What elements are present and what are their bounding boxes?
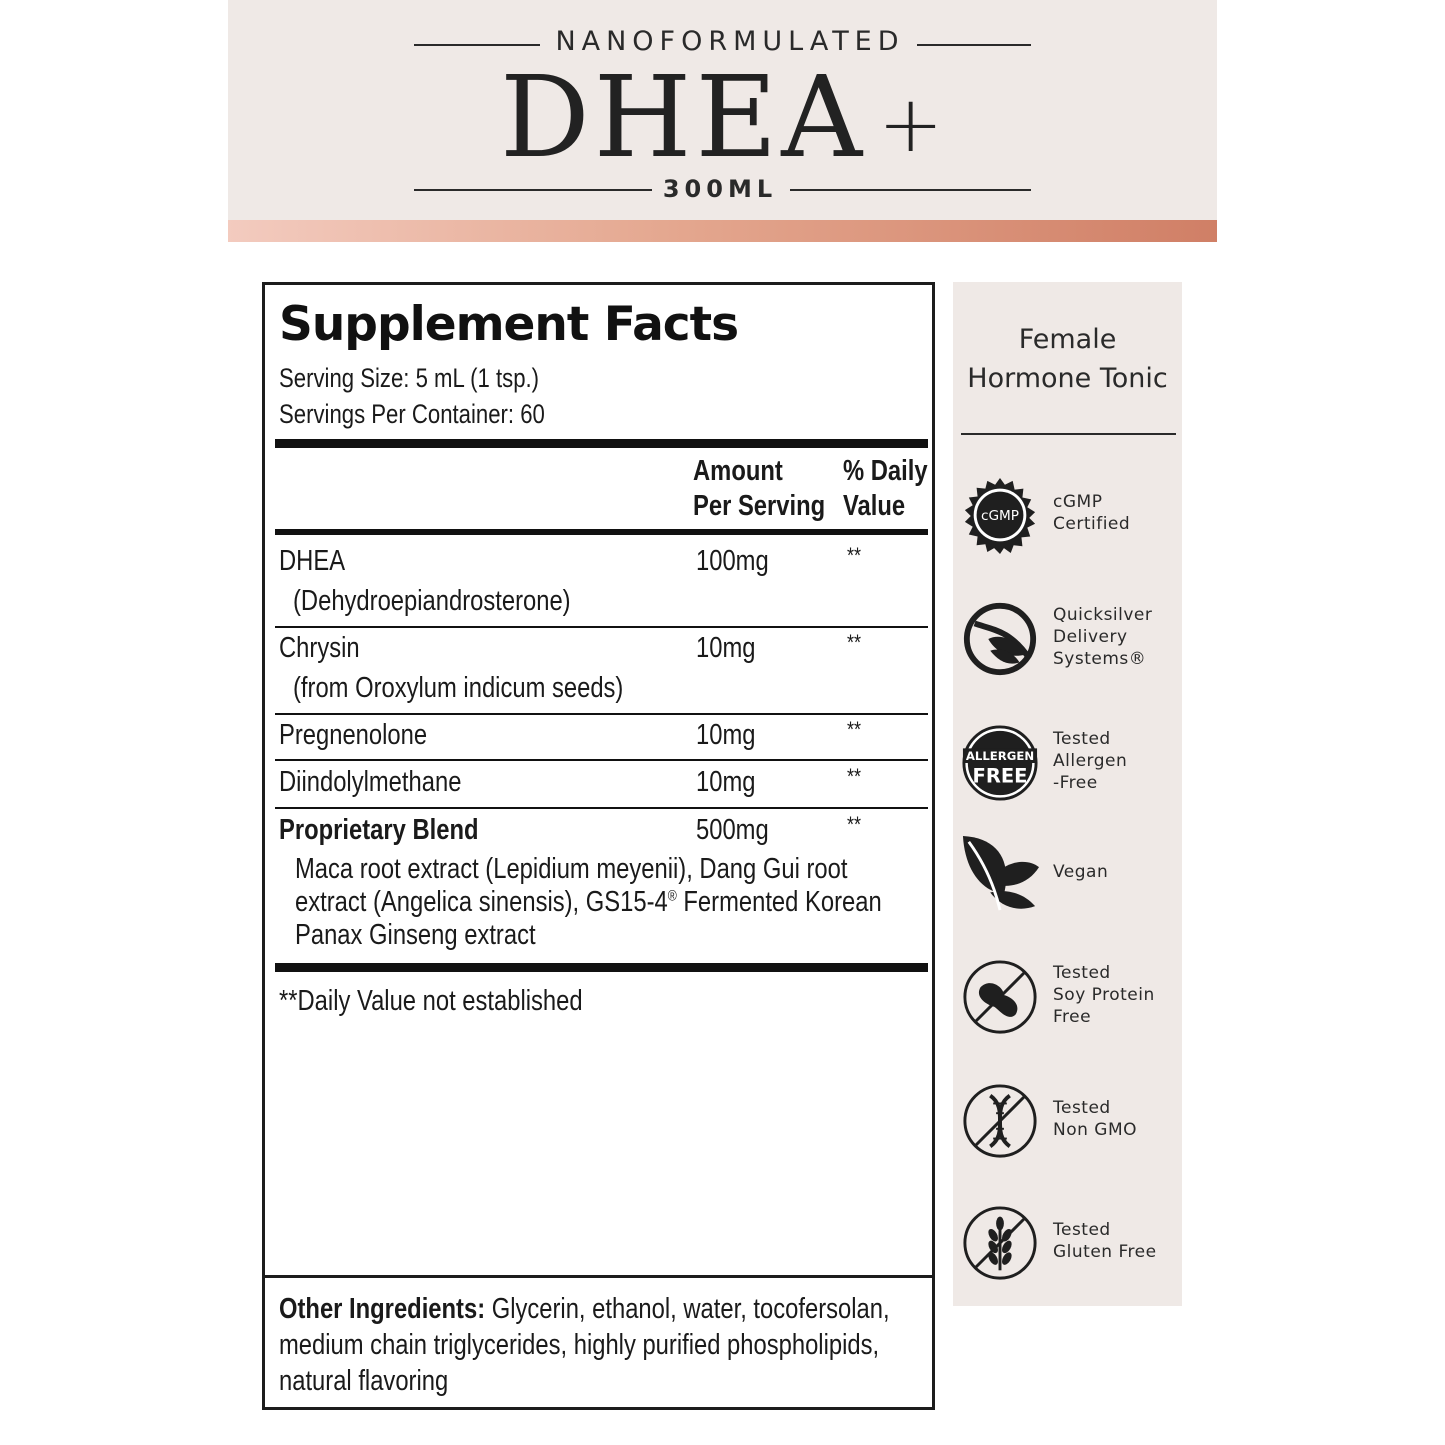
header-rule-left-bottom: [414, 189, 652, 191]
quicksilver-leaf-icon: [961, 600, 1039, 678]
blend-line-2: extract (Angelica sinensis), GS15-4® Fermented Korean: [295, 886, 882, 918]
badge-label: Vegan: [1053, 862, 1109, 882]
cgmp-seal-icon: [961, 476, 1039, 554]
sidebar-divider: [961, 433, 1176, 435]
badge-label: Tested Allergen -Free: [1053, 729, 1128, 793]
facts-header-divider: [275, 529, 928, 535]
ingredient-amount: 100mg: [696, 545, 769, 577]
product-volume: 300ML: [662, 175, 778, 203]
badge-vegan: [961, 834, 1181, 914]
allergen-free-icon: [961, 724, 1039, 802]
facts-thick-divider: [275, 439, 928, 448]
header-rule-left-top: [414, 44, 540, 46]
badge-allergen-free: [961, 724, 1181, 804]
badge-label: Quicksilver Delivery Systems®: [1053, 605, 1153, 669]
sidebar-heading: Female Hormone Tonic: [967, 324, 1168, 394]
col-dv-line2: Value: [843, 490, 906, 522]
ingredient-dv: **: [847, 764, 862, 789]
facts-bottom-divider: [275, 963, 928, 972]
badge-label: cGMP Certified: [1053, 492, 1131, 534]
ingredient-dv: **: [847, 717, 862, 742]
badge-soy-free: [961, 958, 1181, 1038]
serving-size: Serving Size: 5 mL (1 tsp.): [279, 363, 540, 393]
ingredient-name: Proprietary Blend: [279, 814, 479, 846]
header-rule-right-top: [917, 44, 1031, 46]
badge-non-gmo: [961, 1082, 1181, 1162]
header-rule-right-bottom: [790, 189, 1031, 191]
svg-text:cGMP: cGMP: [980, 507, 1020, 524]
row-divider: [275, 759, 928, 761]
other-ingredients: [279, 1291, 919, 1399]
svg-text:FREE: FREE: [972, 764, 1028, 788]
product-eyebrow: NANOFORMULATED: [555, 26, 905, 57]
accent-gradient-bar: [228, 220, 1217, 242]
servings-per-container: Servings Per Container: 60: [279, 399, 545, 429]
facts-title: Supplement Facts: [279, 297, 739, 352]
ingredient-sub: (from Oroxylum indicum seeds): [293, 672, 624, 704]
claims-sidebar: [953, 282, 1182, 1306]
ingredient-dv: **: [847, 543, 862, 568]
ingredient-dv: **: [847, 630, 862, 655]
dv-footnote: **Daily Value not established: [279, 985, 583, 1017]
row-divider: [275, 807, 928, 809]
ingredient-name: DHEA: [279, 545, 346, 577]
product-title-plus: +: [878, 80, 944, 170]
ingredient-dv: **: [847, 812, 862, 837]
svg-text:ALLERGEN: ALLERGEN: [965, 749, 1035, 764]
row-divider: [275, 626, 928, 628]
badge-cgmp: [961, 476, 1181, 556]
col-amount-line1: Amount: [693, 455, 783, 487]
ingredient-sub: (Dehydroepiandrosterone): [293, 585, 571, 617]
non-gmo-icon: [961, 1082, 1039, 1160]
other-ingredients-label: Other Ingredients:: [279, 1293, 486, 1325]
ingredient-amount: 10mg: [696, 719, 756, 751]
col-dv-line1: % Daily: [843, 455, 928, 487]
badge-quicksilver: [961, 600, 1181, 680]
other-ingredients-text: Glycerin, ethanol, water, tocofersolan, medium chain triglycerides, highly purified phospholipids, natural flavoring: [279, 1293, 890, 1397]
badge-label: Tested Non GMO: [1053, 1098, 1138, 1140]
product-title: DHEA: [500, 53, 867, 183]
col-amount-line2: Per Serving: [693, 490, 826, 522]
row-divider: [275, 713, 928, 715]
other-ingredients-divider: [265, 1275, 932, 1278]
supplement-facts-panel: [262, 282, 935, 1410]
badge-gluten-free: [961, 1204, 1181, 1284]
gluten-free-icon: [961, 1204, 1039, 1282]
ingredient-name: Pregnenolone: [279, 719, 428, 751]
badge-label: Tested Soy Protein Free: [1053, 963, 1155, 1027]
soy-free-icon: [961, 958, 1039, 1036]
badge-label: Tested Gluten Free: [1053, 1220, 1157, 1262]
vegan-leaf-icon: [961, 834, 1039, 912]
ingredient-name: Diindolylmethane: [279, 766, 462, 798]
blend-line-1: Maca root extract (Lepidium meyenii), Dang Gui root: [295, 853, 848, 885]
ingredient-amount: 10mg: [696, 632, 756, 664]
ingredient-name: Chrysin: [279, 632, 360, 664]
ingredient-amount: 10mg: [696, 766, 756, 798]
blend-line-3: Panax Ginseng extract: [295, 919, 536, 951]
ingredient-amount: 500mg: [696, 814, 769, 846]
